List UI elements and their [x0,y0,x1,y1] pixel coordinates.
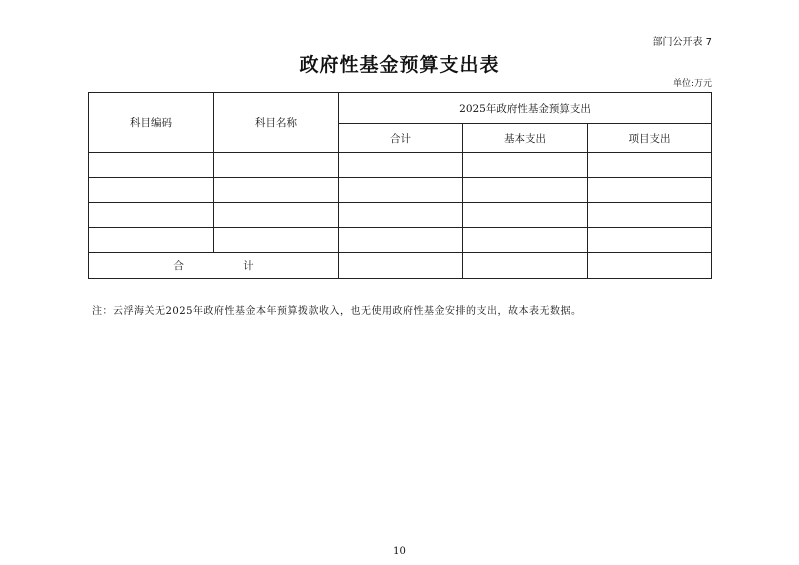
cell-basic [463,203,588,228]
cell-basic [463,228,588,253]
footnote: 注：云浮海关无2025年政府性基金本年预算拨款收入，也无使用政府性基金安排的支出，故本表无数据。 [92,306,582,317]
budget-table [88,92,712,279]
cell-total [339,153,463,178]
cell-project [588,203,712,228]
cell-basic [463,178,588,203]
cell-project [588,228,712,253]
cell-total [339,178,463,203]
col-header-code: 科目编码 [89,93,214,153]
cell-code [89,228,214,253]
table-row [89,178,712,203]
col-header-basic: 基本支出 [463,124,588,153]
cell-project [588,178,712,203]
cell-project [588,153,712,178]
cell-code [89,178,214,203]
total-row [89,253,712,279]
table-number-tag: 部门公开表 7 [652,37,712,48]
page-number: 10 [393,546,406,557]
table-row [89,203,712,228]
total-label: 合 计 [89,253,339,279]
unit-label: 单位:万元 [672,79,712,89]
cell-total [339,203,463,228]
col-header-total: 合计 [339,124,463,153]
table-row [89,153,712,178]
cell-name [214,228,339,253]
page-title: 政府性基金预算支出表 [299,54,500,76]
group-header: 2025年政府性基金预算支出 [339,93,712,124]
cell-name [214,178,339,203]
col-header-name: 科目名称 [214,93,339,153]
cell-name [214,153,339,178]
cell-basic [463,153,588,178]
cell-code [89,203,214,228]
cell-name [214,203,339,228]
cell-code [89,153,214,178]
cell-total [339,228,463,253]
header-row [89,93,712,124]
total-cell-project [588,253,712,279]
total-cell-total [339,253,463,279]
total-cell-basic [463,253,588,279]
col-header-project: 项目支出 [588,124,712,153]
table-row [89,228,712,253]
